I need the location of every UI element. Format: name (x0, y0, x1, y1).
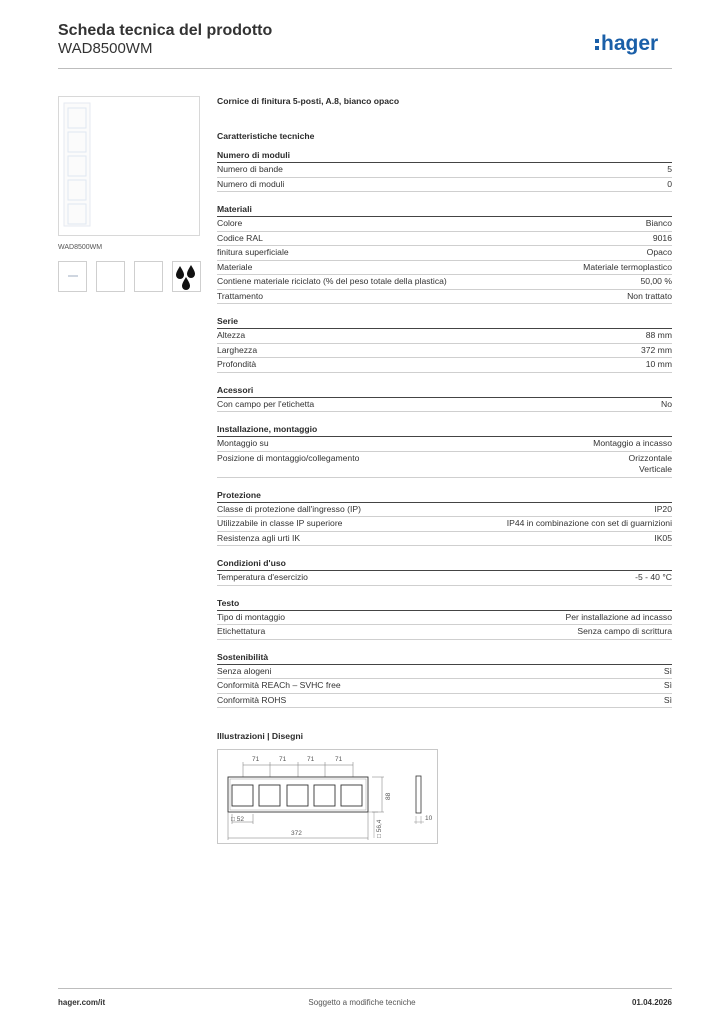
thumbnail-water-drops[interactable] (172, 261, 201, 292)
section-title: Sostenibilità (217, 650, 672, 665)
dim-outer-square: □ 56,4 (376, 819, 383, 838)
spec-sections (217, 148, 672, 708)
dim-height: 88 (385, 792, 392, 800)
spec-row (217, 290, 672, 305)
spec-value: IP44 in combinazione con set di guarnizioni (506, 518, 672, 528)
spec-value: Montaggio a incasso (593, 438, 672, 448)
spec-row (217, 452, 672, 478)
spec-value: 5 (667, 164, 672, 174)
thumbnail-switch[interactable] (58, 261, 87, 292)
spec-value: Bianco (645, 218, 672, 228)
spec-row (217, 275, 672, 290)
spec-row (217, 611, 672, 626)
spec-label: Trattamento (217, 290, 264, 301)
document-title: Scheda tecnica del prodotto (58, 22, 273, 39)
dim-inner-square: □ 52 (231, 816, 244, 823)
spec-label: Posizione di montaggio/collegamento (217, 452, 360, 463)
spec-value: 0 (667, 178, 672, 189)
dim-pitch-3: 71 (307, 756, 315, 763)
spec-label: Conformità REACh – SVHC free (217, 680, 341, 690)
footer-disclaimer: Soggetto a modifiche tecniche (308, 998, 416, 1007)
dim-width: 372 (291, 830, 302, 837)
spec-value: 50,00 % (640, 276, 672, 286)
spec-label: Temperatura d'esercizio (217, 572, 308, 582)
spec-row (217, 329, 672, 344)
spec-label: Contiene materiale riciclato (% del peso totale della plastica) (217, 276, 447, 286)
spec-row (217, 358, 672, 373)
spec-value: Sì (663, 665, 672, 676)
footer-date: 01.04.2026 (631, 998, 672, 1007)
dim-depth: 10 (425, 815, 433, 822)
section-title: Materiali (217, 202, 672, 217)
technical-drawing (217, 749, 438, 844)
spec-row (217, 398, 672, 413)
spec-row (217, 217, 672, 232)
section-title: Protezione (217, 488, 672, 503)
spec-row (217, 665, 672, 680)
spec-row (217, 625, 672, 640)
spec-row (217, 261, 672, 276)
spec-value: 9016 (652, 232, 672, 243)
spec-value: IK05 (654, 532, 672, 543)
spec-value: -5 - 40 °C (635, 572, 672, 582)
spec-row (217, 503, 672, 518)
spec-label: Classe di protezione dall'ingresso (IP) (217, 503, 361, 514)
spec-label: Materiale (217, 261, 253, 272)
spec-label: Colore (217, 218, 243, 228)
dim-pitch-4: 71 (335, 756, 343, 763)
illustrations-heading: Illustrazioni | Disegni (217, 731, 303, 741)
spec-row (217, 437, 672, 452)
header-divider (58, 68, 672, 69)
product-code: WAD8500WM (58, 40, 153, 57)
spec-label: Etichettatura (217, 626, 266, 636)
spec-label: Con campo per l'etichetta (217, 398, 315, 409)
technical-specifications (217, 94, 672, 708)
spec-row (217, 178, 672, 193)
spec-row (217, 679, 672, 694)
spec-label: Altezza (217, 330, 246, 340)
hager-logo (594, 30, 674, 56)
spec-label: Montaggio su (217, 438, 269, 448)
spec-value: No (661, 398, 672, 409)
spec-row (217, 571, 672, 586)
spec-label: Tipo di montaggio (217, 611, 285, 622)
specs-heading: Caratteristiche tecniche (217, 131, 315, 141)
thumbnail-blank-1[interactable] (96, 261, 125, 292)
dim-pitch-1: 71 (252, 756, 260, 763)
spec-label: Senza alogeni (217, 665, 272, 676)
footer-website-link[interactable]: hager.com/it (58, 998, 106, 1007)
footer-divider (58, 988, 672, 989)
product-image-label: WAD8500WM (58, 244, 103, 251)
product-description: Cornice di finitura 5-posti, A.8, bianco opaco (217, 96, 400, 106)
thumbnail-blank-2[interactable] (134, 261, 163, 292)
section-title: Numero di moduli (217, 148, 672, 163)
logo-text: hager (601, 32, 659, 55)
section-title: Installazione, montaggio (217, 422, 672, 437)
spec-value: Senza campo di scrittura (577, 626, 672, 636)
spec-label: Conformità ROHS (217, 694, 287, 705)
spec-row (217, 246, 672, 261)
water-drops-icon (173, 262, 200, 291)
spec-label: Utilizzabile in classe IP superiore (217, 518, 343, 528)
section-title: Condizioni d'uso (217, 556, 672, 571)
spec-value: 88 mm (645, 330, 672, 340)
logo-dot-top (595, 39, 599, 43)
spec-row (217, 532, 672, 547)
spec-value: Per installazione ad incasso (565, 611, 672, 622)
spec-value: Orizzontale Verticale (628, 452, 672, 474)
spec-label: finitura superficiale (217, 247, 289, 257)
spec-row (217, 232, 672, 247)
spec-label: Resistenza agli urti IK (217, 532, 301, 543)
spec-row (217, 163, 672, 178)
spec-value: Sì (663, 680, 672, 690)
section-title: Acessori (217, 383, 672, 398)
section-title: Testo (217, 596, 672, 611)
spec-row (217, 517, 672, 532)
spec-value: 372 mm (640, 344, 672, 355)
spec-label: Larghezza (217, 344, 258, 355)
dim-pitch-2: 71 (279, 756, 287, 763)
spec-value: IP20 (654, 503, 672, 514)
spec-value: Sì (663, 694, 672, 705)
spec-value: Non trattato (627, 290, 672, 301)
spec-row (217, 344, 672, 359)
spec-label: Codice RAL (217, 232, 263, 243)
spec-value: 10 mm (645, 359, 672, 369)
spec-label: Numero di moduli (217, 178, 285, 189)
product-image (58, 96, 200, 236)
section-title: Serie (217, 314, 672, 329)
spec-value: Materiale termoplastico (583, 261, 672, 272)
spec-value: Opaco (646, 247, 672, 257)
spec-label: Numero di bande (217, 164, 283, 174)
logo-dot-bottom (595, 46, 599, 50)
spec-row (217, 694, 672, 709)
spec-label: Profondità (217, 359, 257, 369)
